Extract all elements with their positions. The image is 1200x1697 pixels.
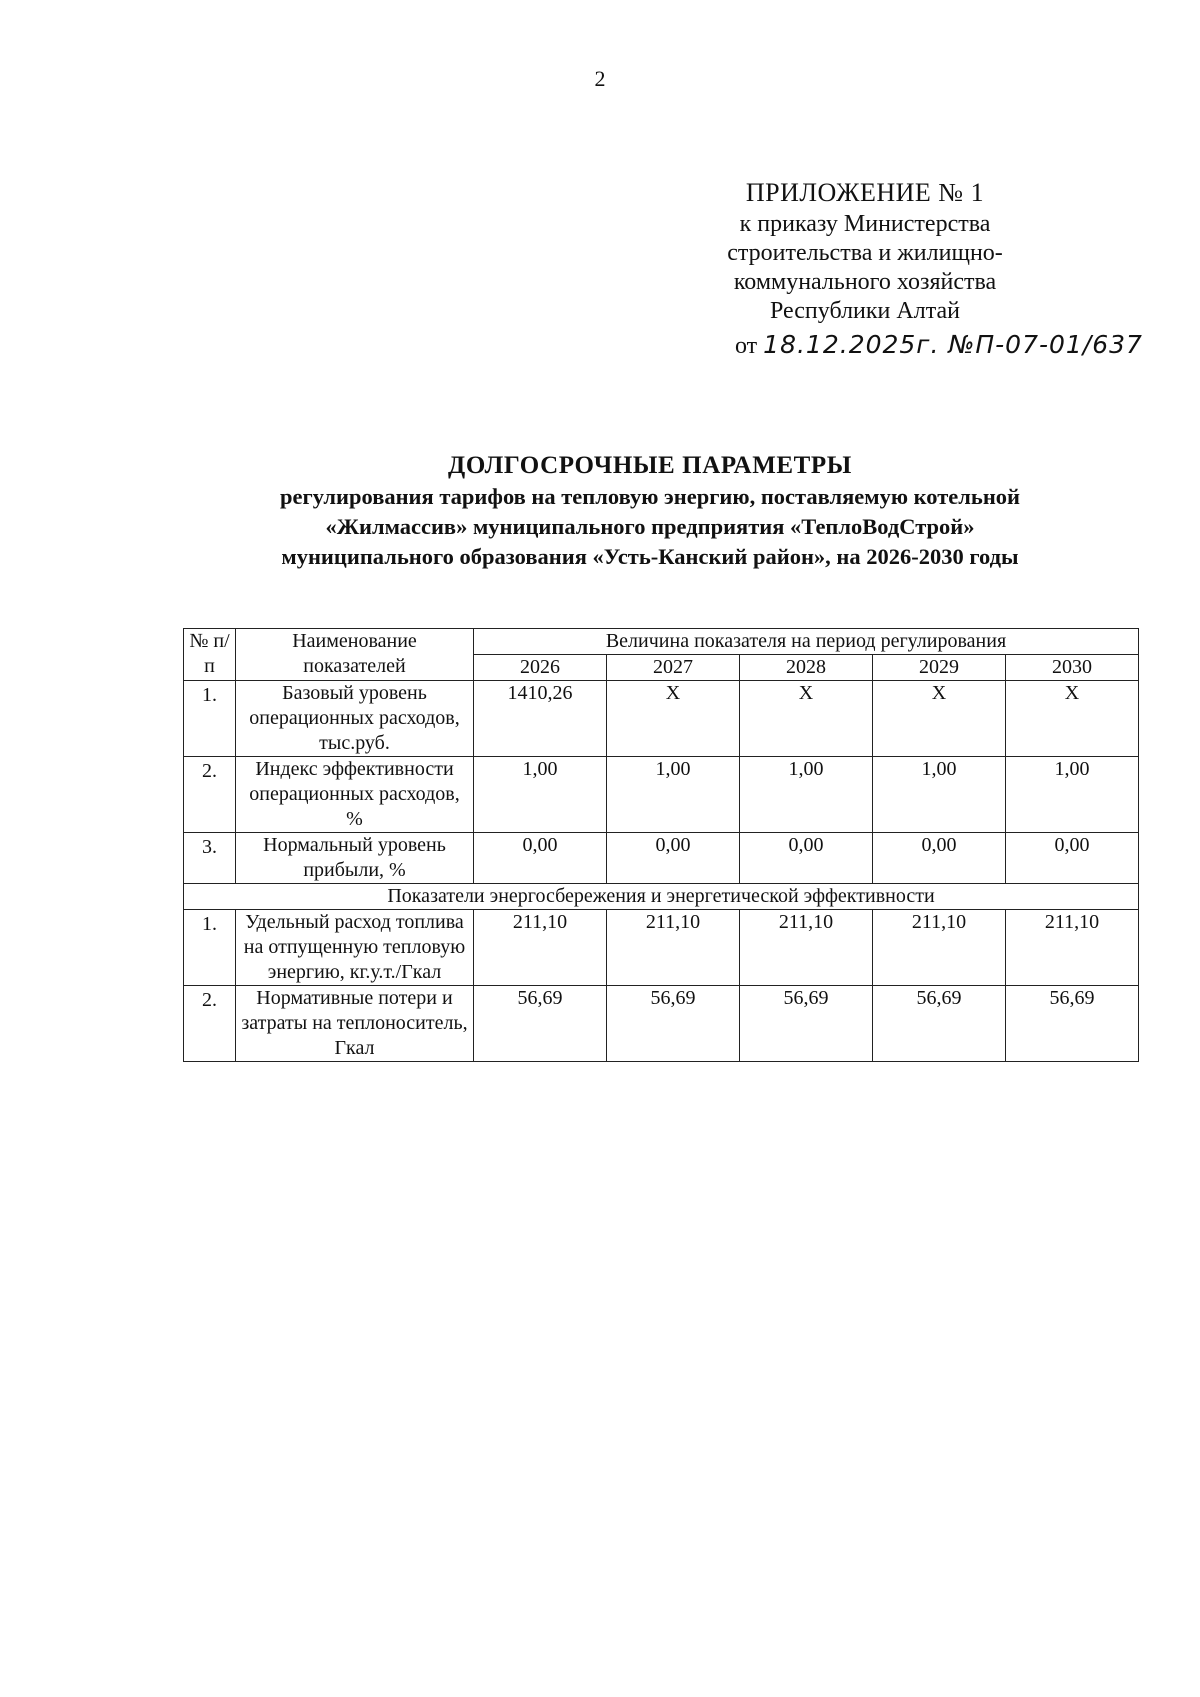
row-value: 211,10 xyxy=(873,910,1006,986)
row-value: 56,69 xyxy=(873,986,1006,1062)
date-prefix: от xyxy=(735,333,758,359)
row-value: 56,69 xyxy=(474,986,607,1062)
section-header-row xyxy=(184,884,1139,910)
appendix-block xyxy=(700,178,1143,361)
header-year: 2029 xyxy=(873,655,1006,681)
header-name: Наименование показателей xyxy=(236,629,474,681)
header-period: Величина показателя на период регулирования xyxy=(474,629,1139,655)
appendix-line: к приказу Министерства xyxy=(739,211,991,237)
table-row xyxy=(184,986,1139,1062)
row-value: 56,69 xyxy=(740,986,873,1062)
table-row xyxy=(184,833,1139,884)
title-line: муниципального образования «Усть-Канский район», на 2026-2030 годы xyxy=(281,544,1019,569)
header-year: 2026 xyxy=(474,655,607,681)
header-year: 2027 xyxy=(607,655,740,681)
appendix-line: Республики Алтай xyxy=(770,298,960,324)
row-value: 1,00 xyxy=(607,757,740,833)
appendix-line: коммунального хозяйства xyxy=(733,269,997,295)
section-title: Показатели энергосбережения и энергетической эффективности xyxy=(184,884,1139,910)
row-name: Базовый уровень операционных расходов, тыс.руб. xyxy=(236,681,474,757)
row-value: 211,10 xyxy=(740,910,873,986)
row-value: 211,10 xyxy=(474,910,607,986)
row-value: 211,10 xyxy=(607,910,740,986)
row-value: 1,00 xyxy=(740,757,873,833)
table-header-row xyxy=(184,629,1139,655)
row-value: 1,00 xyxy=(873,757,1006,833)
header-year: 2030 xyxy=(1006,655,1139,681)
row-value: 0,00 xyxy=(1006,833,1139,884)
row-value: 56,69 xyxy=(1006,986,1139,1062)
row-value: 0,00 xyxy=(607,833,740,884)
row-value: Х xyxy=(740,681,873,757)
row-value: Х xyxy=(873,681,1006,757)
row-value: Х xyxy=(607,681,740,757)
appendix-line: строительства и жилищно- xyxy=(727,240,1003,266)
title-line: регулирования тарифов на тепловую энергию, поставляемую котельной xyxy=(280,484,1020,509)
row-value: 1410,26 xyxy=(474,681,607,757)
table-row xyxy=(184,757,1139,833)
appendix-date xyxy=(700,330,1143,361)
row-num: 2. xyxy=(184,986,236,1062)
row-value: 0,00 xyxy=(474,833,607,884)
appendix-title: ПРИЛОЖЕНИЕ № 1 xyxy=(745,178,985,207)
table-row xyxy=(184,681,1139,757)
row-num: 3. xyxy=(184,833,236,884)
title-line: «Жилмассив» муниципального предприятия «ТеплоВодСтрой» xyxy=(325,514,975,539)
row-value: 211,10 xyxy=(1006,910,1139,986)
row-name: Удельный расход топлива на отпущенную тепловую энергию, кг.у.т./Гкал xyxy=(236,910,474,986)
row-value: 0,00 xyxy=(740,833,873,884)
page-number: 2 xyxy=(594,66,606,91)
row-value: 1,00 xyxy=(1006,757,1139,833)
header-num: № п/п xyxy=(184,629,236,681)
row-name: Индекс эффективности операционных расходов, % xyxy=(236,757,474,833)
row-name: Нормальный уровень прибыли, % xyxy=(236,833,474,884)
document-title xyxy=(190,450,1110,572)
parameters-table xyxy=(183,628,1139,1062)
title-main: ДОЛГОСРОЧНЫЕ ПАРАМЕТРЫ xyxy=(448,452,852,479)
row-name: Нормативные потери и затраты на теплоноситель, Гкал xyxy=(236,986,474,1062)
row-value: 0,00 xyxy=(873,833,1006,884)
row-num: 1. xyxy=(184,681,236,757)
row-value: 1,00 xyxy=(474,757,607,833)
table-row xyxy=(184,910,1139,986)
row-num: 1. xyxy=(184,910,236,986)
row-num: 2. xyxy=(184,757,236,833)
header-year: 2028 xyxy=(740,655,873,681)
row-value: 56,69 xyxy=(607,986,740,1062)
row-value: Х xyxy=(1006,681,1139,757)
handwritten-date-number: 18.12.2025г. №П-07-01/637 xyxy=(763,330,1143,359)
